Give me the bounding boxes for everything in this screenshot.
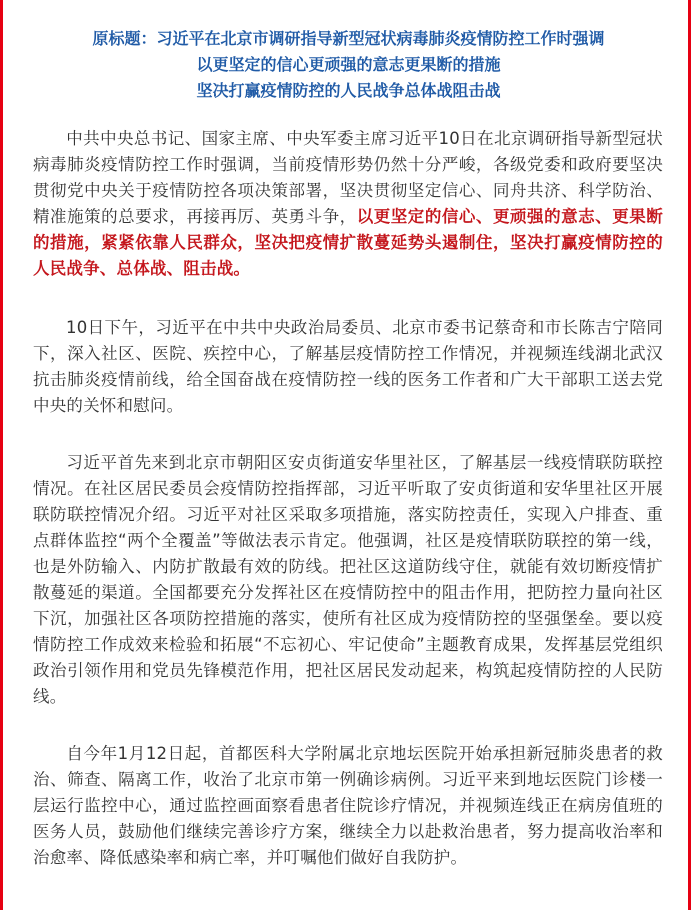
paragraph-4-text: 自今年1月12日起，首都医科大学附属北京地坛医院开始承担新冠肺炎患者的救治、筛查、隔离工作，收治了北京市第一例确诊病例。习近平来到地坛医院门诊楼一层运行监控中心，通过监控画面察看患者住院诊疗情况，并视频连线正在病房值班的医务人员，鼓励他们继续完善诊疗方案，继续全力以赴救治患者，努力提高收治率和治愈率、降低感染率和病亡率，并叮嘱他们做好自我防护。 — [33, 744, 663, 867]
original-title-line: 原标题：习近平在北京市调研指导新型冠状病毒肺炎疫情防控工作时强调 — [92, 29, 605, 48]
article-paragraph-3 — [33, 450, 663, 710]
headline-line-2: 以更坚定的信心更顽强的意志更果断的措施 — [196, 55, 501, 74]
paragraph-3-text: 习近平首先来到北京市朝阳区安贞街道安华里社区，了解基层一线疫情联防联控情况。在社区居民委员会疫情防控指挥部，习近平听取了安贞街道和安华里社区开展联防联控情况介绍。习近平对社区采取多项措施，落实防控责任，实现入户排查、重点群体监控“两个全覆盖”等做法表示肯定。他强调，社区是疫情联防联控的第一线，也是外防输入、内防扩散最有效的防线。把社区这道防线守住，就能有效切断疫情扩散蔓延的渠道。全国都要充分发挥社区在疫情防控中的阻击作用，把防控力量向社区下沉，加强社区各项防控措施的落实，使所有社区成为疫情防控的坚强堡垒。要以疫情防控工作成效来检验和拓展“不忘初心、牢记使命”主题教育成果，发挥基层党组织政治引领作用和党员先锋模范作用，把社区居民发动起来，构筑起疫情防控的人民防线。 — [33, 453, 663, 706]
article-paragraph-1 — [33, 126, 663, 282]
article-paragraph-2 — [33, 315, 663, 419]
paragraph-1-highlight: 以更坚定的信心、更顽强的意志、更果断的措施，紧紧依靠人民群众，坚决把疫情扩散蔓延势头遏制住，坚决打赢疫情防控的人民战争、总体战、阻击战。 — [33, 207, 663, 278]
paragraph-2-text: 10日下午，习近平在中共中央政治局委员、北京市委书记蔡奇和市长陈吉宁陪同下，深入社区、医院、疾控中心，了解基层疫情防控工作情况，并视频连线湖北武汉抗击肺炎疫情前线，给全国奋战在疫情防控一线的医务工作者和广大干部职工送去党中央的关怀和慰问。 — [33, 318, 663, 415]
headline-line-3: 坚决打赢疫情防控的人民战争总体战阻击战 — [196, 81, 501, 100]
paragraph-1-text: 中共中央总书记、国家主席、中央军委主席习近平10日在北京调研指导新型冠状病毒肺炎疫情防控工作时强调，当前疫情形势仍然十分严峻，各级党委和政府要坚决贯彻党中央关于疫情防控各项决策部署，坚决贯彻坚定信心、同舟共济、科学防治、精准施策的总要求，再接再厉、英勇斗争， — [33, 129, 663, 226]
article-paragraph-4 — [33, 741, 663, 871]
